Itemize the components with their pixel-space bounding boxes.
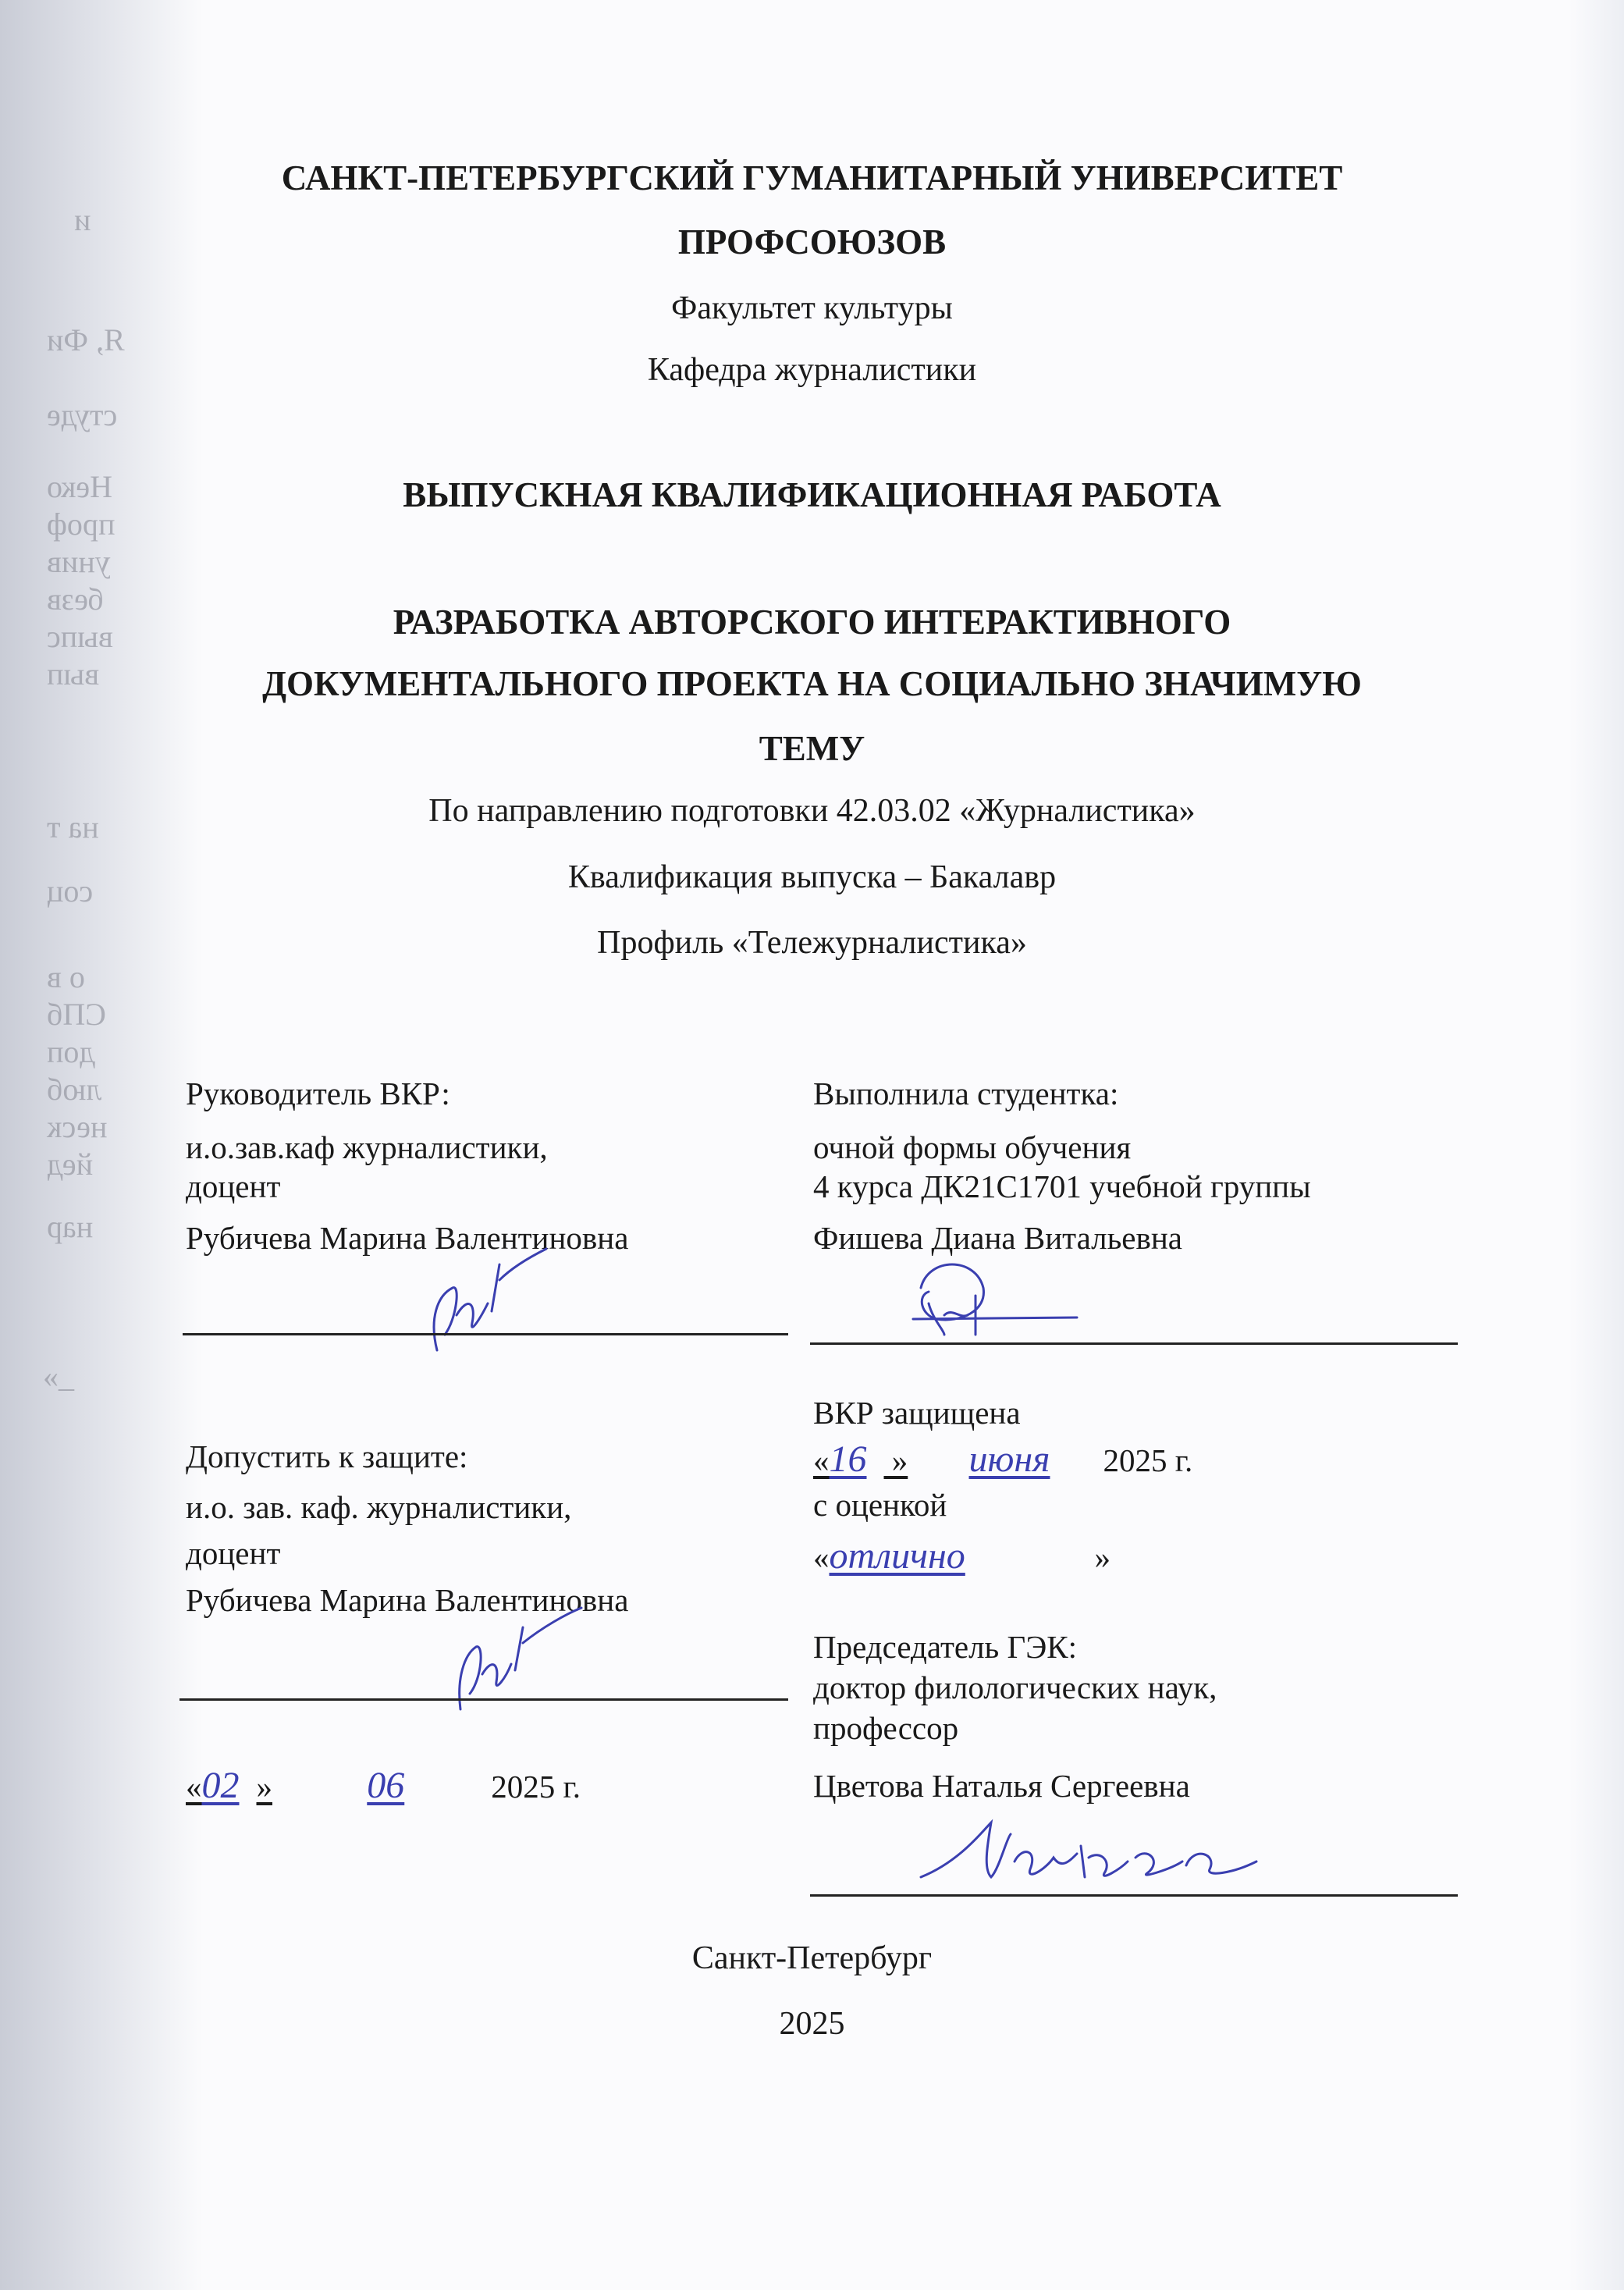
- chair-label: Председатель ГЭК:: [813, 1629, 1078, 1665]
- student-label: Выполнила студентка:: [813, 1076, 1119, 1111]
- ghost-text: студе: [47, 397, 118, 432]
- supervisor-position: и.о.зав.каф журналистики,: [186, 1129, 548, 1165]
- chair-signature-line: [810, 1894, 1458, 1897]
- student-group: 4 курса ДК21С1701 учебной группы: [813, 1168, 1311, 1204]
- admission-month: 06: [367, 1765, 405, 1806]
- grade-label: с оценкой: [813, 1487, 947, 1523]
- ghost-text: выпс: [47, 619, 113, 654]
- supervisor-signature: [382, 1249, 554, 1358]
- ghost-text: Я, Фи: [47, 322, 125, 357]
- defense-day: 16: [829, 1438, 867, 1480]
- chair-signature: [913, 1815, 1256, 1893]
- quote-open: «: [813, 1442, 830, 1478]
- ghost-text: нар: [47, 1209, 94, 1244]
- student-signature-line: [810, 1342, 1458, 1345]
- admission-rank: доцент: [186, 1535, 281, 1571]
- student-signature: [897, 1257, 1085, 1342]
- faculty: Факультет культуры: [671, 290, 953, 326]
- ghost-text: проф: [47, 507, 115, 542]
- ghost-text: на т: [47, 809, 99, 845]
- city: Санкт-Петербург: [691, 1940, 933, 1976]
- admission-label: Допустить к защите:: [186, 1438, 468, 1474]
- chair-degree: доктор филологических наук,: [813, 1669, 1217, 1705]
- defense-date: [813, 1438, 1193, 1480]
- defense-label: ВКР защищена: [813, 1395, 1021, 1431]
- ghost-text: соц: [47, 873, 94, 909]
- thesis-title-line3: ТЕМУ: [759, 729, 865, 768]
- admission-position: и.о. зав. каф. журналистики,: [186, 1489, 572, 1525]
- work-type: ВЫПУСКНАЯ КВАЛИФИКАЦИОННАЯ РАБОТА: [403, 475, 1221, 514]
- admission-day: 02: [201, 1765, 240, 1806]
- supervisor-name: Рубичева Марина Валентиновна: [186, 1220, 629, 1256]
- thesis-title-line1: РАЗРАБОТКА АВТОРСКОГО ИНТЕРАКТИВНОГО: [393, 603, 1231, 642]
- qualification: Квалификация выпуска – Бакалавр: [567, 859, 1057, 895]
- supervisor-rank: доцент: [186, 1168, 281, 1204]
- quote-close: »: [883, 1442, 908, 1478]
- quote-close: »: [1094, 1539, 1111, 1575]
- ghost-text: СПб: [47, 997, 106, 1032]
- admission-signature: [414, 1608, 585, 1717]
- ghost-text: йед: [47, 1147, 93, 1182]
- student-name: Фишева Диана Витальевна: [813, 1220, 1182, 1256]
- thesis-title-line2: ДОКУМЕНТАЛЬНОГО ПРОЕКТА НА СОЦИАЛЬНО ЗНАЧИМУЮ: [262, 664, 1362, 703]
- chair-name: Цветова Наталья Сергеевна: [813, 1768, 1190, 1804]
- admission-date: [186, 1767, 581, 1805]
- ghost-text: _»: [43, 1359, 74, 1394]
- ghost-text: неск: [47, 1109, 108, 1144]
- year: 2025: [779, 2006, 845, 2042]
- student-study-form: очной формы обучения: [813, 1129, 1132, 1165]
- defense-month: июня: [968, 1438, 1050, 1480]
- ghost-text: о в: [47, 959, 85, 994]
- quote-open: «: [813, 1539, 830, 1575]
- department: Кафедра журналистики: [647, 352, 977, 388]
- grade-value: отлично: [829, 1535, 965, 1577]
- supervisor-label: Руководитель ВКР:: [186, 1076, 450, 1111]
- ghost-text: безв: [47, 581, 104, 617]
- study-direction: По направлению подготовки 42.03.02 «Журналистика»: [428, 793, 1196, 829]
- university-name-line1: САНКТ-ПЕТЕРБУРГСКИЙ ГУМАНИТАРНЫЙ УНИВЕРСИТЕТ: [281, 158, 1343, 197]
- admission-signature-line: [179, 1698, 788, 1701]
- ghost-text: доп: [47, 1034, 95, 1069]
- ghost-text: и: [74, 202, 91, 237]
- ghost-text: Неко: [47, 469, 113, 504]
- defense-year: 2025 г.: [1103, 1442, 1193, 1478]
- university-name-line2: ПРОФСОЮЗОВ: [677, 222, 947, 261]
- ghost-text: вып: [47, 656, 100, 692]
- grade-field: [813, 1535, 1111, 1577]
- admission-name: Рубичева Марина Валентиновна: [186, 1582, 629, 1618]
- quote-close: »: [256, 1769, 272, 1805]
- ghost-text: унив: [47, 544, 111, 579]
- chair-rank: профессор: [813, 1710, 959, 1746]
- profile: Профиль «Тележурналистика»: [597, 925, 1027, 961]
- supervisor-signature-line: [183, 1333, 788, 1335]
- ghost-text: люб: [47, 1072, 102, 1107]
- quote-open: «: [186, 1769, 202, 1805]
- admission-year: 2025 г.: [491, 1769, 581, 1805]
